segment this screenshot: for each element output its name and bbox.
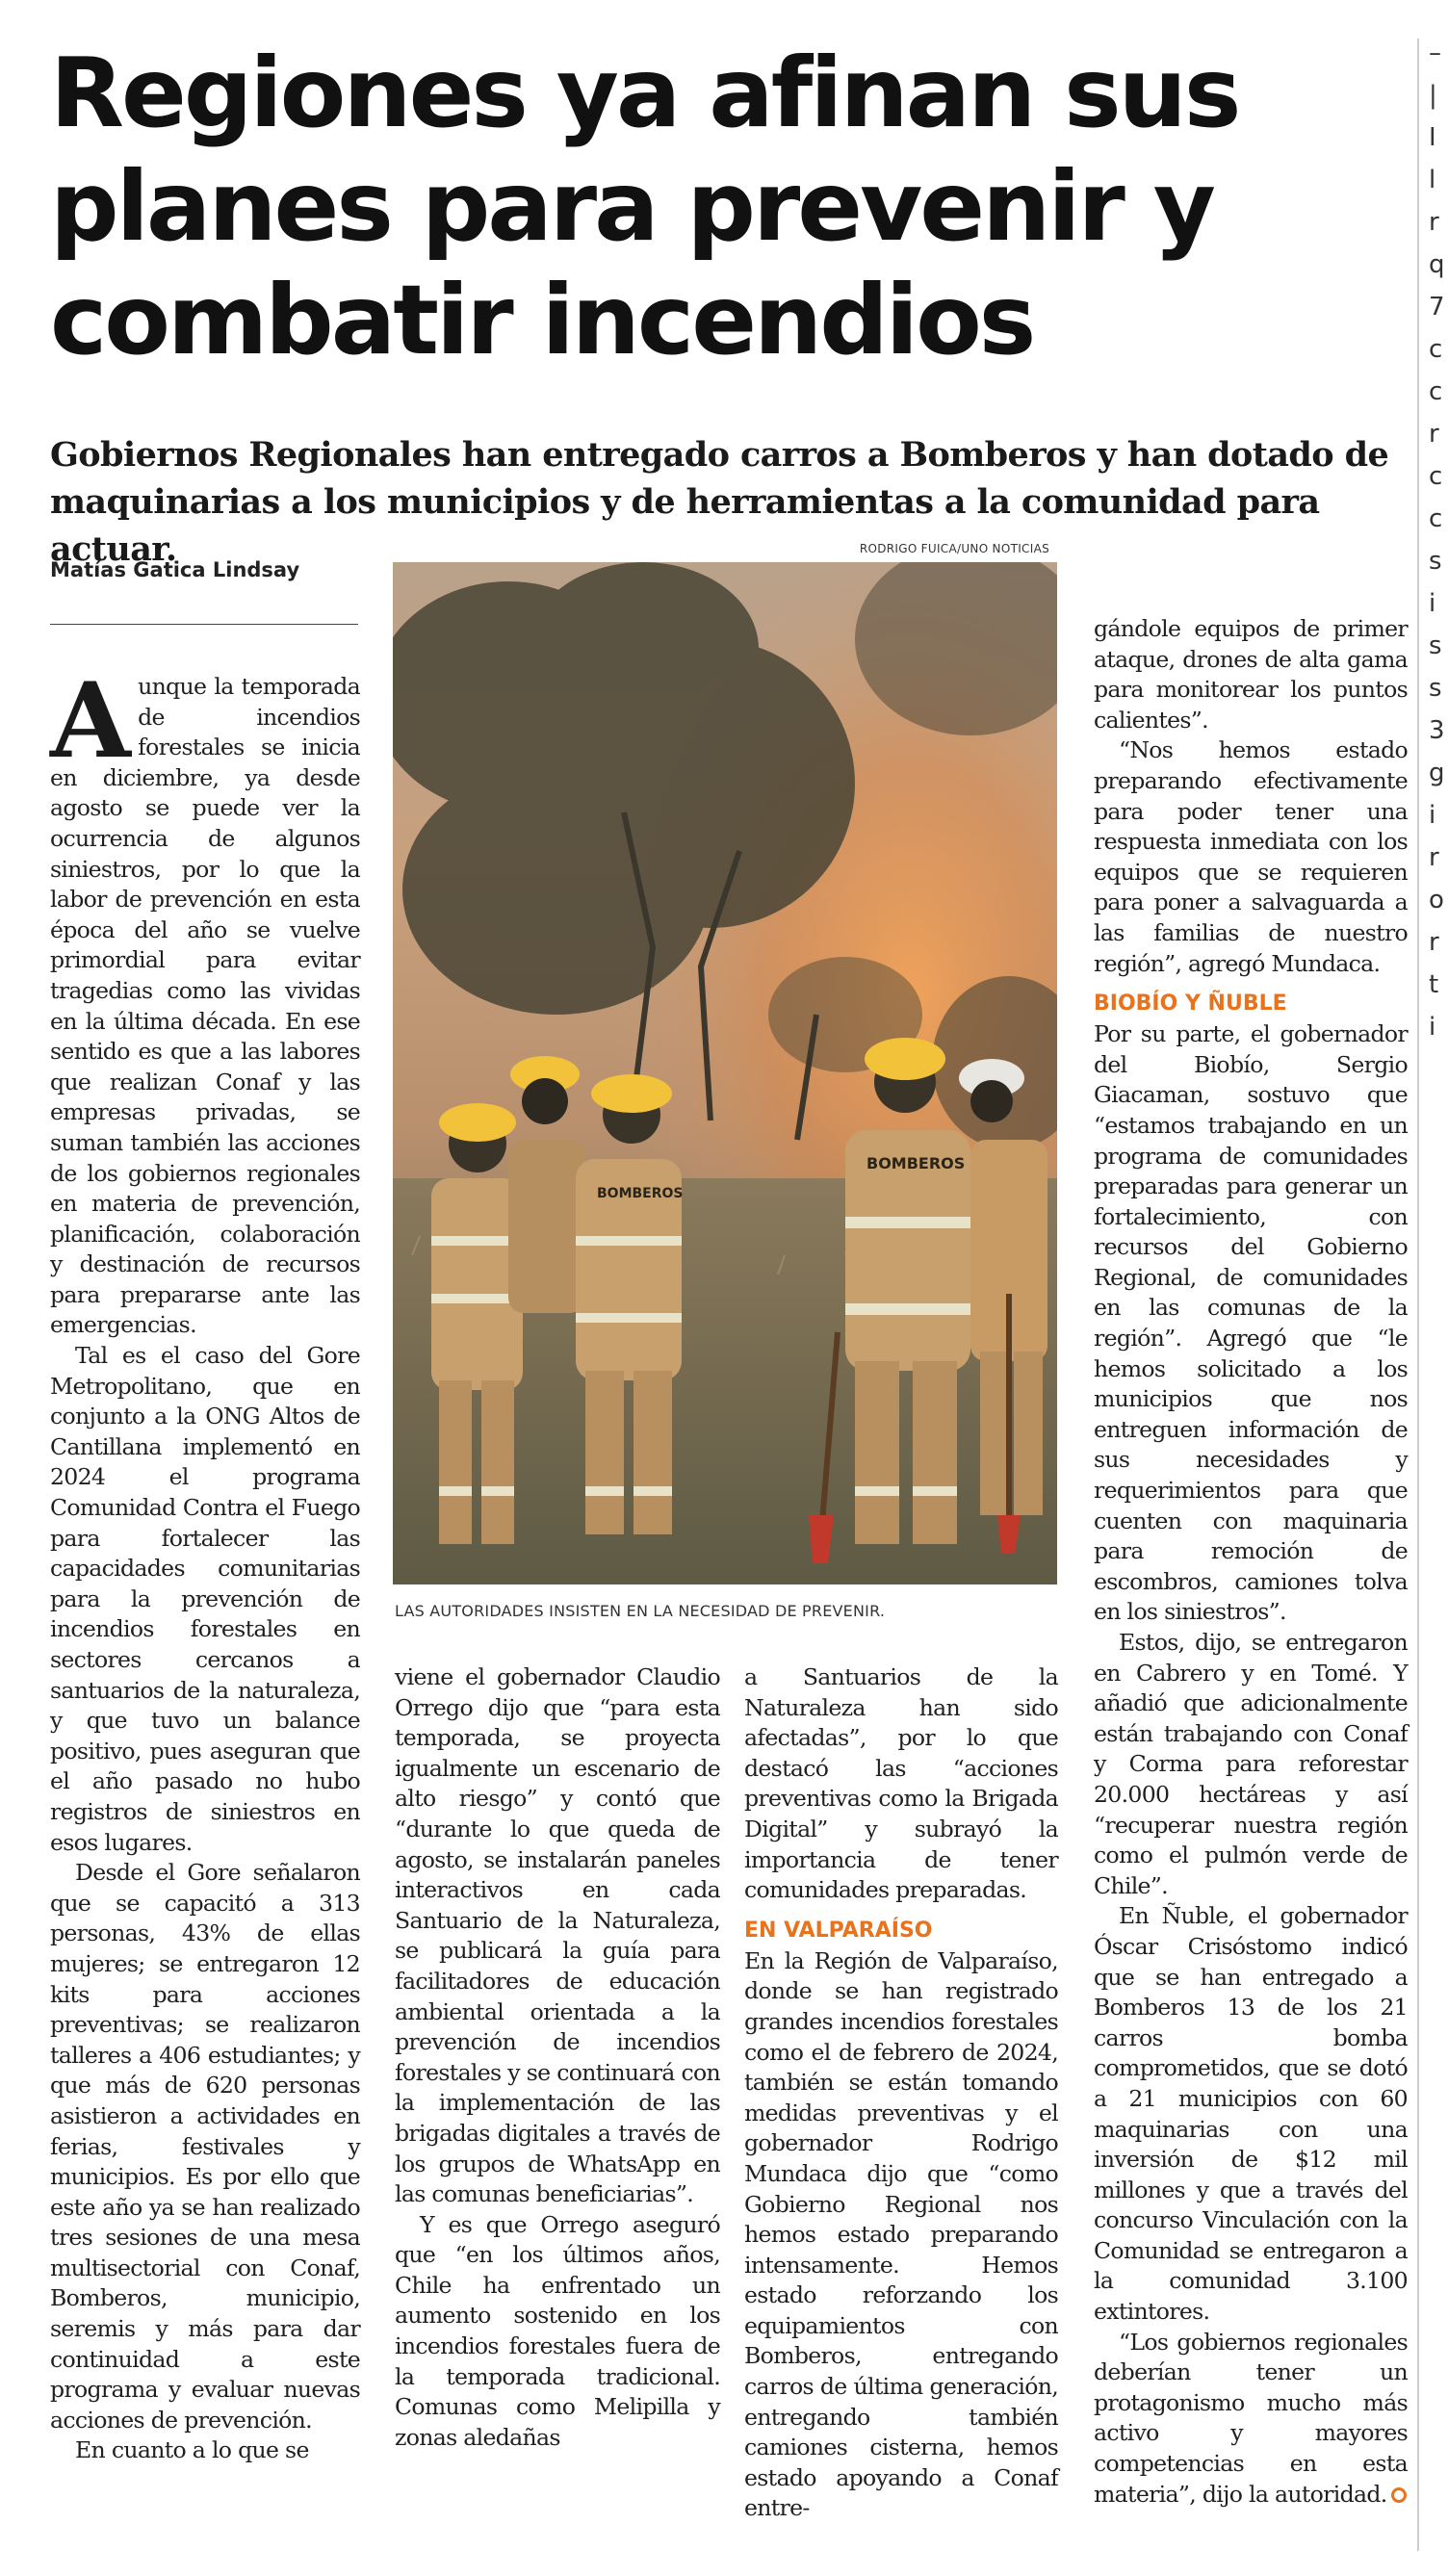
paragraph: a Santuarios de la Naturaleza han sido afectadas”, por lo que destacó las “acciones preventivas como la Brigada Digital” y subrayó la importancia de tener comunidades preparadas. <box>744 1663 1058 1904</box>
edge-fragment: q <box>1429 250 1445 279</box>
firefighters-illustration <box>393 562 1057 1584</box>
edge-fragment: s <box>1429 547 1442 576</box>
edge-fragment: i <box>1429 1013 1436 1042</box>
helmet-text-right: BOMBEROS <box>866 1154 966 1172</box>
edge-fragment: r <box>1429 843 1439 872</box>
paragraph: En Ñuble, el gobernador Óscar Crisóstomo indicó que se han entregado a Bomberos 13 de los 21 carros bomba comprometidos, que se dotó a 21 municipios con 60 maquinarias con una inversión de $12 mil millones y que a través del concurso Vinculación con la Comunidad se entregaron a la comunidad 3.100 extintores. <box>1094 1902 1408 2326</box>
paragraph: Desde el Gore señalaron que se capacitó a 313 personas, 43% de ellas mujeres; se entregaron 12 kits para acciones preventivas; se realizaron talleres a 406 estudiantes; y que más de 620 personas asistieron a actividades en ferias, festivales y municipios. Es por ello que este año ya se han realizado tres sesiones de una mesa multisectorial con Conaf, Bomberos, municipio, seremis y más para dar continuidad a este programa y evaluar nuevas acciones de prevención. <box>50 1859 360 2434</box>
paragraph: gándole equipos de primer ataque, drones de alta gama para monitorear los puntos calientes”. <box>1094 615 1408 734</box>
paragraph: Tal es el caso del Gore Metropolitano, que en conjunto a la ONG Altos de Cantillana implementó en 2024 el programa Comunidad Contra el Fuego para fortalecer las capacidades comunitarias para la prevención de incendios forestales en sectores cercanos a santuarios de la naturaleza, y que tuvo un balance positivo, pues aseguran que el año pasado no hubo registros de siniestros en esos lugares. <box>50 1342 360 1856</box>
firefighters-photo <box>393 562 1057 1584</box>
column-rule-right <box>1417 39 1419 2551</box>
article-byline: Matías Gatica Lindsay <box>50 558 300 581</box>
end-of-article-icon <box>1391 2487 1407 2503</box>
body-column-3 <box>744 1662 1058 2524</box>
edge-fragment: – <box>1429 39 1441 67</box>
edge-fragment: i <box>1429 589 1436 618</box>
edge-fragment: 3 <box>1429 716 1445 745</box>
edge-fragment: c <box>1429 335 1443 364</box>
photo-credit: RODRIGO FUICA/UNO NOTICIAS <box>859 542 1049 555</box>
edge-fragment: g <box>1429 759 1445 787</box>
edge-fragment: i <box>1429 801 1436 830</box>
drop-cap: A <box>50 660 131 782</box>
paragraph: Estos, dijo, se entregaron en Cabrero y en Tomé. Y añadió que adicionalmente están trabajando con Conaf y Corma para reforestar 20.000 hectáreas y así “recuperar nuestra región como el pulmón verde de Chile”. <box>1094 1629 1408 1899</box>
edge-fragment: I <box>1429 123 1436 152</box>
paragraph: En la Región de Valparaíso, donde se han registrado grandes incendios forestales como el de febrero de 2024, también se están tomando medidas preventivas y el gobernador Rodrigo Mundaca dijo que “como Gobierno Regional nos hemos estado preparando intensamente. Hemos estado reforzando los equipamientos con Bomberos, entregando carros de última generación, entregando también camiones cisterna, hemos estado apoyando a Conaf entre- <box>744 1946 1058 2522</box>
paragraph: viene el gobernador Claudio Orrego dijo que “para esta temporada, se proyecta igualmente un escenario de alto riesgo” y contó que “durante lo que queda de agosto, se instalarán paneles interactivos en cada Santuario de la Naturaleza, se publicará la guía para facilitadores de educación ambiental orientada a la prevención de incendios forestales y se continuará con la implementación de las brigadas digitales a través de los grupos de WhatsApp en las comunas beneficiarias”. <box>395 1663 720 2208</box>
paragraph-final: “Los gobiernos regionales deberían tener un protagonismo mucho más activo y mayores competencias en esta materia”, dijo la autoridad. <box>1094 2328 1408 2508</box>
article-deck: Gobiernos Regionales han entregado carros a Bomberos y han dotado de maquinarias a los municipios y de herramientas a la comunidad para actuar. <box>50 435 1389 569</box>
edge-fragment: s <box>1429 631 1442 660</box>
body-column-4 <box>1094 614 1408 2510</box>
article-headline: Regiones ya afinan sus planes para prevenir y combatir incendios <box>50 37 1239 376</box>
edge-fragment: r <box>1429 420 1439 449</box>
adjacent-article-edge <box>1429 39 1448 2541</box>
body-column-2 <box>395 1662 720 2453</box>
paragraph-lead: Aunque la temporada de incendios forestales se inicia en diciembre, ya desde agosto se puede ver la ocurrencia de algunos siniestros, por lo que la labor de prevención en esta época del año se vuelve primordial para evitar tragedias como las vividas en la última década. En ese sentido es que a las labores que realizan Conaf y las empresas privadas, se suman también las acciones de los gobiernos regionales en materia de prevención, planificación, colaboración y destinación de recursos para prepararse ante las emergencias. <box>50 660 360 1339</box>
edge-fragment: l <box>1429 166 1436 194</box>
body-column-1 <box>50 660 360 2466</box>
edge-fragment: 7 <box>1429 293 1445 322</box>
paragraph: Por su parte, el gobernador del Biobío, Sergio Giacaman, sostuvo que “estamos trabajando en un programa de comunidades preparadas para generar un fortalecimiento, con recursos del Gobierno Regional, de comunidades en las comunas de la región”. Agregó que “le hemos solicitado a los municipios que nos entreguen información de sus necesidades y requerimientos para que cuenten con maquinaria para remoción de escombros, camiones tolva en los siniestros”. <box>1094 1020 1408 1626</box>
paragraph: “Nos hemos estado preparando efectivamente para poder tener una respuesta inmediata con los equipos que se requieren para poner a salvaguarda a las familias de nuestro región”, agregó Mundaca. <box>1094 736 1408 977</box>
helmet-text-left: BOMBEROS <box>597 1186 684 1201</box>
edge-fragment: r <box>1429 208 1439 237</box>
paragraph: Y es que Orrego aseguró que “en los últimos años, Chile ha enfrentado un aumento sostenido en los incendios forestales fuera de la temporada tradicional. Comunas como Melipilla y zonas aledañas <box>395 2210 720 2451</box>
section-subhead-valparaiso: EN VALPARAÍSO <box>744 1918 933 1943</box>
edge-fragment: c <box>1429 462 1443 491</box>
edge-fragment: | <box>1429 81 1437 110</box>
edge-fragment: s <box>1429 674 1442 703</box>
photo-caption: LAS AUTORIDADES INSISTEN EN LA NECESIDAD DE PREVENIR. <box>395 1602 886 1620</box>
byline-rule <box>50 624 358 625</box>
edge-fragment: t <box>1429 970 1439 999</box>
paragraph: En cuanto a lo que se <box>75 2436 309 2464</box>
section-subhead-biobio-nuble: BIOBÍO Y ÑUBLE <box>1094 992 1287 1017</box>
edge-fragment: r <box>1429 928 1439 957</box>
edge-fragment: c <box>1429 504 1443 533</box>
edge-fragment: o <box>1429 886 1444 914</box>
edge-fragment: c <box>1429 377 1443 406</box>
